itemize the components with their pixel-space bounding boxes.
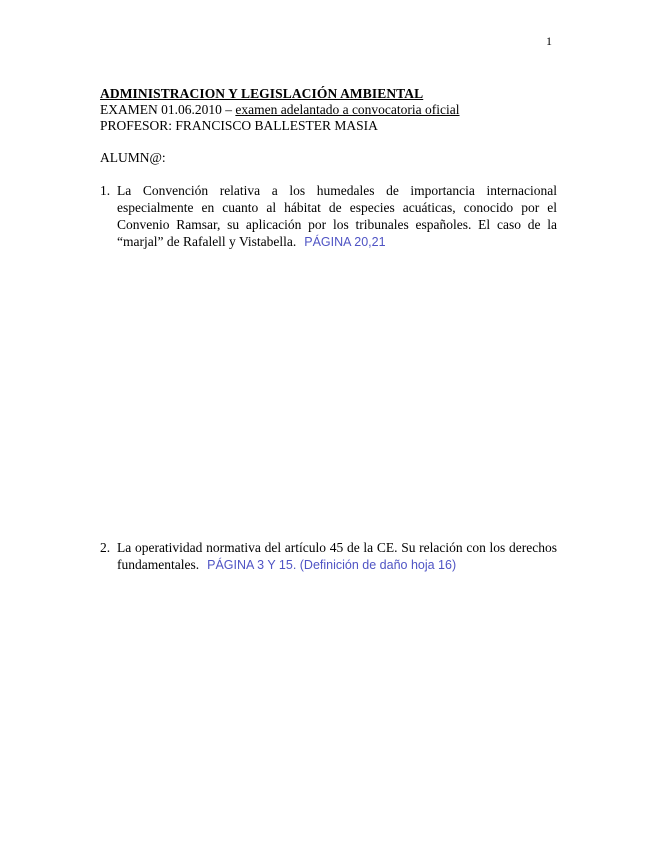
question-text-container [117,539,557,574]
question-1 [100,182,557,251]
question-number: 1. [100,183,111,198]
document-title: ADMINISTRACION Y LEGISLACIÓN AMBIENTAL [100,86,424,101]
question-2 [100,539,557,574]
exam-note: examen adelantado a convocatoria oficial [235,102,460,117]
exam-header [100,86,560,134]
question-number: 2. [100,540,111,555]
question-text: La Convención relativa a los humedales de importancia internacional especialmente en cuanto al hábitat de especies acuáticas, conocido por el Convenio Ramsar, su aplicación por los tribunales españoles. El caso de la “marjal” de Rafalell y Vistabella. [117,183,557,249]
exam-date: EXAMEN 01.06.2010 – [100,102,236,117]
question-text-container [117,182,557,251]
page-reference-note: PÁGINA 20,21 [304,235,386,249]
professor-line: PROFESOR: FRANCISCO BALLESTER MASIA [100,118,378,133]
page-number: 1 [546,34,552,48]
page-reference-note: PÁGINA 3 Y 15. (Definición de daño hoja 16) [207,558,457,572]
exam-line [100,102,560,118]
student-label: ALUMN@: [100,150,166,165]
question-text: La operatividad normativa del artículo 45 de la CE. Su relación con los derechos fundamentales. [117,540,557,572]
